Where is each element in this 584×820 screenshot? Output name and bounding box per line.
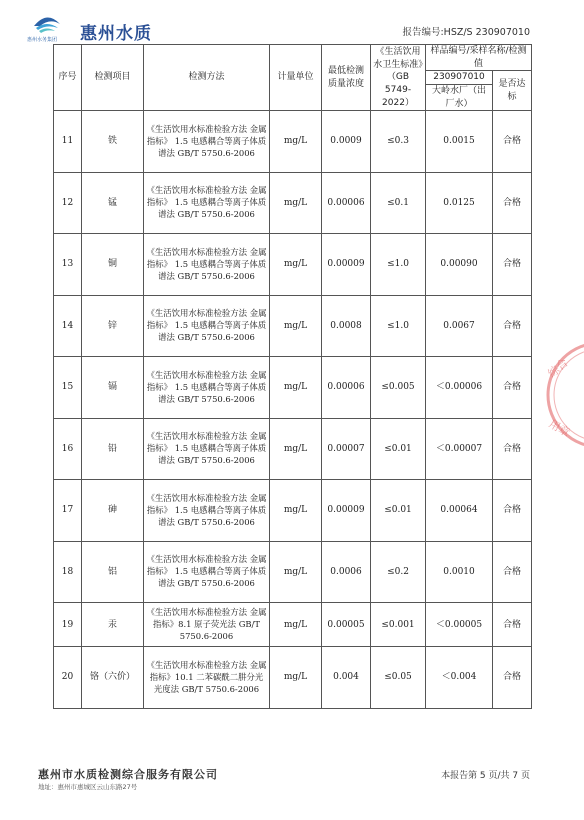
- row-min-conc: 0.00007: [322, 418, 371, 480]
- row-number: 15: [54, 357, 82, 419]
- row-min-conc: 0.00005: [322, 603, 371, 647]
- table-row: [54, 647, 532, 709]
- row-result: 合格: [493, 172, 532, 234]
- row-value: ＜0.004: [426, 647, 493, 709]
- row-method: 《生活饮用水标准检验方法 金属指标》 1.5 电感耦合等离子体质谱法 GB/T 5750.6-2006: [144, 357, 270, 419]
- table-row: [54, 172, 532, 234]
- row-method: 《生活饮用水标准检验方法 金属指标》 1.5 电感耦合等离子体质谱法 GB/T 5750.6-2006: [144, 480, 270, 542]
- row-unit: mg/L: [270, 418, 322, 480]
- row-min-conc: 0.00006: [322, 357, 371, 419]
- row-limit: ≤1.0: [371, 295, 426, 357]
- row-method: 《生活饮用水标准检验方法 金属指标》8.1 原子荧光法 GB/T 5750.6-2006: [144, 603, 270, 647]
- row-item: 砷: [82, 480, 144, 542]
- svg-text:综合: 综合: [545, 356, 571, 381]
- row-limit: ≤0.01: [371, 418, 426, 480]
- row-method: 《生活饮用水标准检验方法 金属指标》10.1 二苯碳酰二肼分光光度法 GB/T 5750.6-2006: [144, 647, 270, 709]
- row-min-conc: 0.00009: [322, 234, 371, 296]
- row-value: ＜0.00006: [426, 357, 493, 419]
- row-result: 合格: [493, 357, 532, 419]
- row-min-conc: 0.00006: [322, 172, 371, 234]
- row-item: 锰: [82, 172, 144, 234]
- row-value: ＜0.00007: [426, 418, 493, 480]
- header-sample-name: 大岭水厂（出厂水）: [426, 85, 493, 111]
- row-result: 合格: [493, 418, 532, 480]
- report-number: 报告编号:HSZ/S 230907010: [402, 27, 530, 38]
- row-method: 《生活饮用水标准检验方法 金属指标》 1.5 电感耦合等离子体质谱法 GB/T 5750.6-2006: [144, 234, 270, 296]
- header-sample-id: 230907010: [426, 71, 493, 85]
- row-number: 18: [54, 541, 82, 603]
- row-result: 合格: [493, 111, 532, 173]
- row-number: 11: [54, 111, 82, 173]
- row-value: ＜0.00005: [426, 603, 493, 647]
- header-min-conc: 最低检测质量浓度: [322, 45, 371, 111]
- row-value: 0.0015: [426, 111, 493, 173]
- results-table: [53, 44, 532, 709]
- logo-caption: 惠州水务集团: [27, 37, 58, 43]
- row-min-conc: 0.0006: [322, 541, 371, 603]
- table-row: [54, 480, 532, 542]
- row-unit: mg/L: [270, 357, 322, 419]
- row-limit: ≤1.0: [371, 234, 426, 296]
- header-item: 检测项目: [82, 45, 144, 111]
- page-indicator: 本报告第 5 页/共 7 页: [441, 771, 530, 781]
- table-row: [54, 418, 532, 480]
- row-number: 12: [54, 172, 82, 234]
- header-unit: 计量单位: [270, 45, 322, 111]
- row-number: 17: [54, 480, 82, 542]
- row-value: 0.0067: [426, 295, 493, 357]
- row-min-conc: 0.0008: [322, 295, 371, 357]
- row-number: 14: [54, 295, 82, 357]
- row-result: 合格: [493, 295, 532, 357]
- table-row: [54, 295, 532, 357]
- row-unit: mg/L: [270, 234, 322, 296]
- row-method: 《生活饮用水标准检验方法 金属指标》 1.5 电感耦合等离子体质谱法 GB/T 5750.6-2006: [144, 111, 270, 173]
- row-limit: ≤0.1: [371, 172, 426, 234]
- row-limit: ≤0.01: [371, 480, 426, 542]
- row-unit: mg/L: [270, 111, 322, 173]
- row-item: 铝: [82, 541, 144, 603]
- table-row: [54, 111, 532, 173]
- row-number: 19: [54, 603, 82, 647]
- row-value: 0.00090: [426, 234, 493, 296]
- row-min-conc: 0.0009: [322, 111, 371, 173]
- row-unit: mg/L: [270, 295, 322, 357]
- row-unit: mg/L: [270, 172, 322, 234]
- row-result: 合格: [493, 647, 532, 709]
- row-result: 合格: [493, 480, 532, 542]
- row-method: 《生活饮用水标准检验方法 金属指标》 1.5 电感耦合等离子体质谱法 GB/T 5750.6-2006: [144, 541, 270, 603]
- row-result: 合格: [493, 541, 532, 603]
- row-item: 铅: [82, 418, 144, 480]
- table-row: [54, 357, 532, 419]
- row-result: 合格: [493, 234, 532, 296]
- row-limit: ≤0.05: [371, 647, 426, 709]
- row-limit: ≤0.005: [371, 357, 426, 419]
- row-result: 合格: [493, 603, 532, 647]
- row-value: 0.00064: [426, 480, 493, 542]
- company-seal-stamp: [538, 340, 584, 450]
- footer-address: 地址：惠州市惠城区云山东路27号: [38, 783, 138, 791]
- header-method: 检测方法: [144, 45, 270, 111]
- row-method: 《生活饮用水标准检验方法 金属指标》 1.5 电感耦合等离子体质谱法 GB/T 5750.6-2006: [144, 172, 270, 234]
- row-value: 0.0010: [426, 541, 493, 603]
- row-item: 铁: [82, 111, 144, 173]
- table-row: [54, 541, 532, 603]
- report-header: [0, 0, 584, 44]
- svg-text:用章: 用章: [546, 417, 573, 440]
- water-logo-icon: [30, 12, 64, 38]
- row-item: 锌: [82, 295, 144, 357]
- row-unit: mg/L: [270, 603, 322, 647]
- header-standard: 《生活饮用水卫生标准》（GB 5749-2022）: [371, 45, 426, 111]
- row-unit: mg/L: [270, 480, 322, 542]
- row-unit: mg/L: [270, 647, 322, 709]
- row-limit: ≤0.001: [371, 603, 426, 647]
- table-row: [54, 234, 532, 296]
- row-method: 《生活饮用水标准检验方法 金属指标》 1.5 电感耦合等离子体质谱法 GB/T 5750.6-2006: [144, 418, 270, 480]
- row-value: 0.0125: [426, 172, 493, 234]
- row-min-conc: 0.004: [322, 647, 371, 709]
- row-item: 镉: [82, 357, 144, 419]
- header-sample: 样品编号/采样名称/检测值: [426, 45, 532, 71]
- header-compliance: 是否达标: [493, 71, 532, 111]
- row-item: 铜: [82, 234, 144, 296]
- row-unit: mg/L: [270, 541, 322, 603]
- row-min-conc: 0.00009: [322, 480, 371, 542]
- row-item: 汞: [82, 603, 144, 647]
- row-limit: ≤0.3: [371, 111, 426, 173]
- row-number: 20: [54, 647, 82, 709]
- row-item: 铬（六价）: [82, 647, 144, 709]
- row-limit: ≤0.2: [371, 541, 426, 603]
- footer-company: 惠州市水质检测综合服务有限公司: [38, 768, 218, 781]
- table-row: [54, 603, 532, 647]
- row-method: 《生活饮用水标准检验方法 金属指标》 1.5 电感耦合等离子体质谱法 GB/T 5750.6-2006: [144, 295, 270, 357]
- row-number: 16: [54, 418, 82, 480]
- row-number: 13: [54, 234, 82, 296]
- brand-title: 惠州水质: [80, 24, 152, 44]
- header-no: 序号: [54, 45, 82, 111]
